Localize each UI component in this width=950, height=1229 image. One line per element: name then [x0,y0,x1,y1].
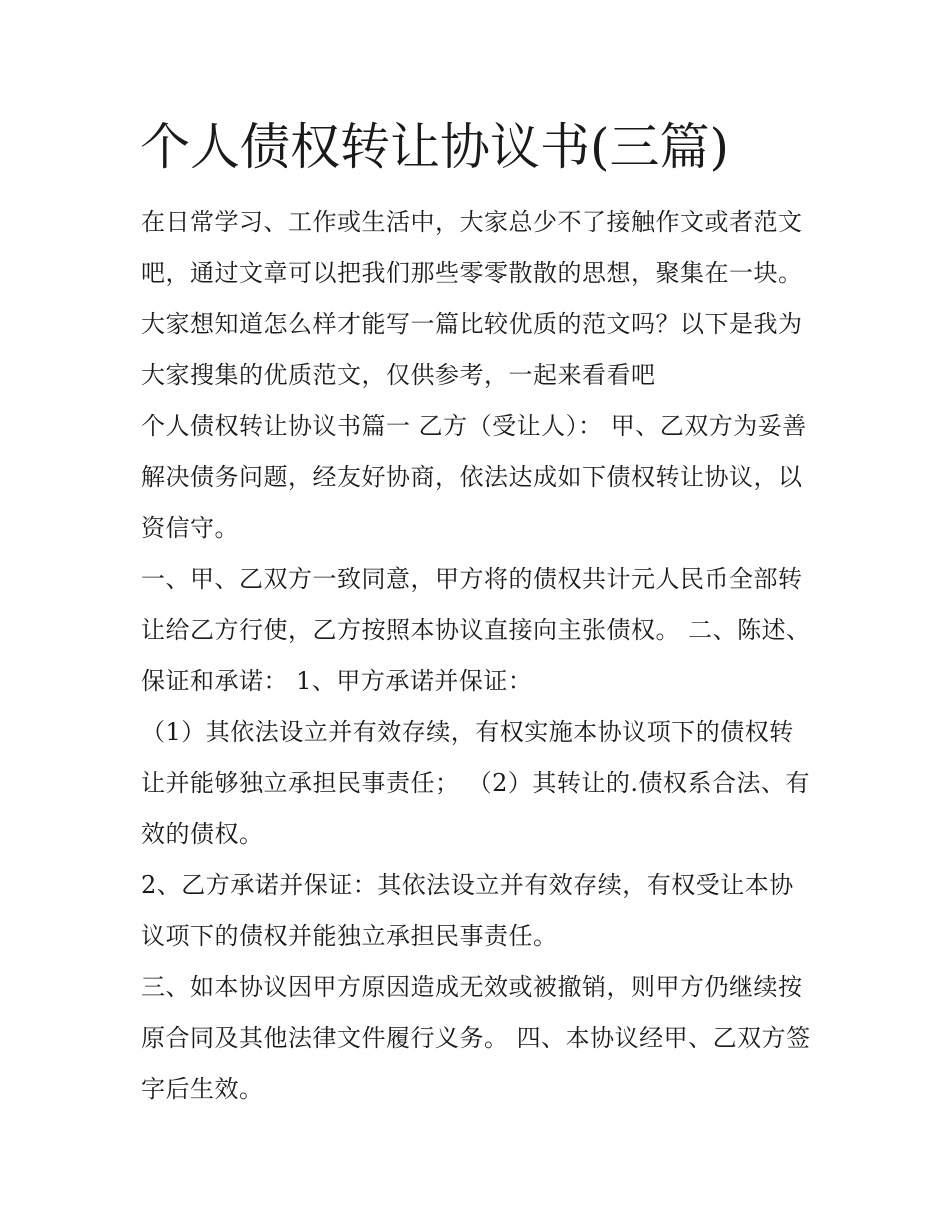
document-title: 个人债权转让协议书(三篇) [140,118,730,176]
document-body [141,197,816,1115]
clause-one-paragraph: 一、甲、乙双方一致同意，甲方将的债权共计元人民币全部转让给乙方行使，乙方按照本协议直接向主张债权。 二、陈述、保证和承诺： 1、甲方承诺并保证： [141,565,811,695]
party-a-warranty-paragraph: （1）其依法设立并有效存续，有权实施本协议项下的债权转让并能够独立承担民事责任； （2）其转让的.债权系合法、有效的债权。 [141,718,811,848]
clause-three-four-paragraph: 三、如本协议因甲方原因造成无效或被撤销，则甲方仍继续按原合同及其他法律文件履行义务。 四、本协议经甲、乙双方签字后生效。 [141,973,811,1103]
agreement-preamble-paragraph: 个人债权转让协议书篇一 乙方（受让人）： 甲、乙双方为妥善解决债务问题，经友好协商，依法达成如下债权转让协议，以资信守。 [141,412,807,542]
intro-paragraph: 在日常学习、工作或生活中，大家总少不了接触作文或者范文吧，通过文章可以把我们那些零零散散的思想，聚集在一块。大家想知道怎么样才能写一篇比较优质的范文吗？以下是我为大家搜集的优质范文，仅供参考，一起来看看吧 [141,208,803,389]
party-b-warranty-paragraph: 2、乙方承诺并保证：其依法设立并有效存续，有权受让本协议项下的债权并能独立承担民事责任。 [141,871,794,950]
